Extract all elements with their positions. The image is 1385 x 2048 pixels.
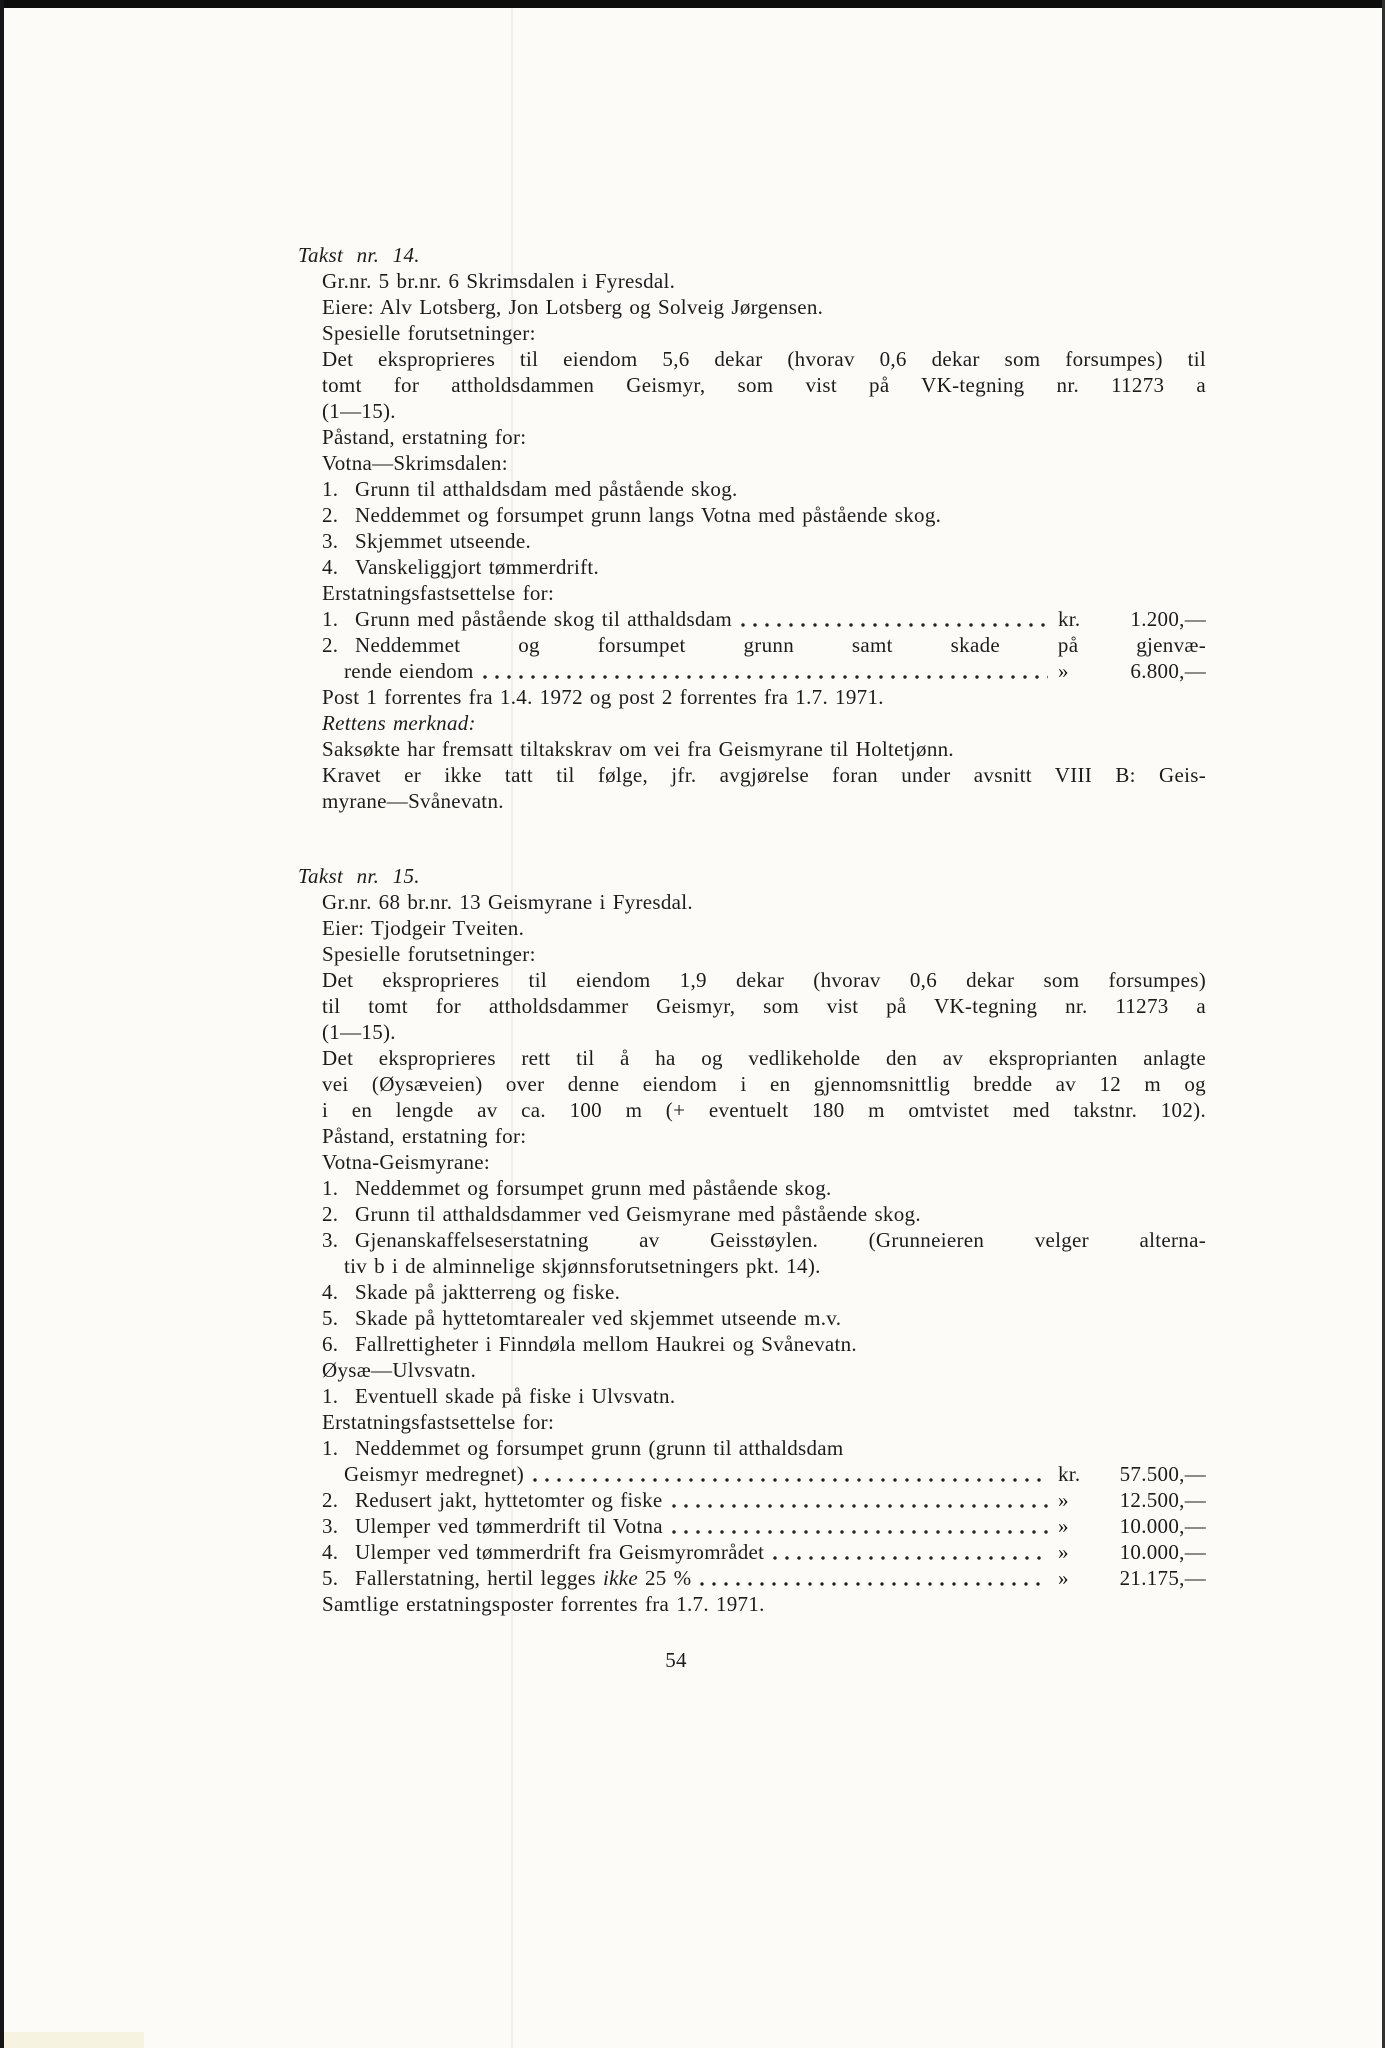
award-row [322,1513,1206,1539]
takst-15-section [298,863,1206,1617]
claim-text: Neddemmet og forsumpet grunn langs Votna med påstående skog. [355,503,942,527]
claim-area-line: Votna-Geismyrane: [322,1150,491,1174]
remark-line: myrane—Svånevatn. [322,789,504,813]
claim-number: 1. [322,1176,339,1200]
scan-blemish [4,2032,144,2048]
court-remark-heading: Rettens merknad: [322,711,476,735]
claim-number: 4. [322,1280,339,1304]
expropriation-line: til tomt for attholdsdammer Geismyr, som vist på VK-tegning nr. 11273 a [322,994,1206,1018]
scan-border-top [0,0,1385,8]
claim-item [322,1201,1206,1227]
conditions-label: Spesielle forutsetninger: [322,321,536,345]
award-text: Geismyr medregnet) [344,1462,525,1486]
claim-number: 1. [322,477,339,501]
amount-value: 57.500,— [1119,1462,1206,1486]
claim-number: 2. [322,503,339,527]
expropriation-line: tomt for attholdsdammen Geismyr, som vist på VK-tegning nr. 11273 a [322,373,1206,397]
claim-text: Fallrettigheter i Finndøla mellom Haukrei og Svånevatn. [355,1332,857,1356]
award-number: 1. [322,1436,339,1460]
claim-text: Gjenanskaffelseserstatning av Geisstøylen. (Grunneieren velger alterna- [355,1228,1206,1252]
claim-item [322,554,1206,580]
award-number: 1. [322,607,339,631]
claim-item [322,1227,1206,1253]
claim-text: Skade på hyttetomtarealer ved skjemmet utseende m.v. [355,1306,842,1330]
claim-number: 3. [322,1228,339,1252]
currency-label: kr. [1058,607,1081,631]
currency-label: » [1058,1566,1069,1590]
property-line: Gr.nr. 68 br.nr. 13 Geismyrane i Fyresdal. [322,890,693,914]
amount-value: 21.175,— [1119,1566,1206,1590]
award-text: rende eiendom [344,659,474,683]
award-number: 5. [322,1566,339,1590]
amount-value: 10.000,— [1119,1540,1206,1564]
expropriation-line: Det eksproprieres rett til å ha og vedlikeholde den av eksproprianten anlagte [322,1046,1206,1070]
interest-note: Samtlige erstatningsposter forrentes fra 1.7. 1971. [322,1592,765,1616]
award-text: 3. Ulemper ved tømmerdrift til Votna [322,1514,663,1538]
scan-border-left [0,0,4,2048]
dotted-leader [483,675,1048,679]
claim-text: Eventuell skade på fiske i Ulvsvatn. [355,1384,676,1408]
amount-value: 10.000,— [1119,1514,1206,1538]
award-text-wrap-line: 2. Neddemmet og forsumpet grunn samt skade på gjenvæ- [322,633,1206,657]
claim-number: 5. [322,1306,339,1330]
award-text-wrap-line: 1. Neddemmet og forsumpet grunn (grunn til atthaldsdam [322,1436,844,1460]
dotted-leader [773,1556,1048,1560]
amount-value: 6.800,— [1130,659,1206,683]
claim-text: Vanskeliggjort tømmerdrift. [355,555,600,579]
award-label: Erstatningsfastsettelse for: [322,581,555,605]
claim-item [322,1279,1206,1305]
award-text: 5. Fallerstatning, hertil legges ikke 25 % [322,1566,692,1590]
expropriation-line: (1—15). [322,1020,396,1044]
award-number: 2. [322,633,339,657]
owners-line: Eier: Tjodgeir Tveiten. [322,916,525,940]
award-text: 2. Redusert jakt, hyttetomter og fiske [322,1488,663,1512]
claim-text: Neddemmet og forsumpet grunn med påstående skog. [355,1176,832,1200]
interest-note: Post 1 forrentes fra 1.4. 1972 og post 2 forrentes fra 1.7. 1971. [322,685,884,709]
claim-number: 2. [322,1202,339,1226]
claim-text: Grunn til atthaldsdam med påstående skog. [355,477,738,501]
remark-line: Saksøkte har fremsatt tiltakskrav om vei fra Geismyrane til Holtetjønn. [322,737,954,761]
claim-number: 6. [322,1332,339,1356]
dotted-leader [741,623,1048,627]
dotted-leader [700,1582,1048,1586]
dotted-leader [672,1504,1048,1508]
property-line: Gr.nr. 5 br.nr. 6 Skrimsdalen i Fyresdal. [322,269,676,293]
expropriation-line: vei (Øysæveien) over denne eiendom i en gjennomsnittlig bredde av 12 m og [322,1072,1206,1096]
claim-text: Grunn til atthaldsdammer ved Geismyrane med påstående skog. [355,1202,921,1226]
claim-number: 3. [322,529,339,553]
currency-label: » [1058,1514,1069,1538]
currency-label: » [1058,659,1069,683]
award-row [322,1539,1206,1565]
claim-text: Skade på jaktterreng og fiske. [355,1280,621,1304]
currency-label: kr. [1058,1462,1081,1486]
award-number: 2. [322,1488,339,1512]
section-heading: Takst nr. 14. [298,243,420,267]
award-label: Erstatningsfastsettelse for: [322,1410,555,1434]
expropriation-line: Det eksproprieres til eiendom 5,6 dekar (hvorav 0,6 dekar som forsumpes) til [322,347,1206,371]
claim-item [322,1383,1206,1409]
award-row [322,606,1206,632]
remark-line: Kravet er ikke tatt til følge, jfr. avgjørelse foran under avsnitt VIII B: Geis- [322,763,1206,787]
amount-value: 12.500,— [1119,1488,1206,1512]
currency-label: » [1058,1488,1069,1512]
award-number: 3. [322,1514,339,1538]
expropriation-line: i en lengde av ca. 100 m (+ eventuelt 180 m omtvistet med takstnr. 102). [322,1098,1206,1122]
claim-area-line: Votna—Skrimsdalen: [322,451,508,475]
owners-line: Eiere: Alv Lotsberg, Jon Lotsberg og Solveig Jørgensen. [322,295,824,319]
claim-item [322,476,1206,502]
claim-item [322,528,1206,554]
dotted-leader [533,1478,1048,1482]
award-row [322,1487,1206,1513]
expropriation-line: Det eksproprieres til eiendom 1,9 dekar (hvorav 0,6 dekar som forsumpes) [322,968,1206,992]
claim-area-line: Øysæ—Ulvsvatn. [322,1358,477,1382]
award-row [322,1565,1206,1591]
page-number: 54 [665,1648,687,1672]
currency-label: » [1058,1540,1069,1564]
claim-text: Skjemmet utseende. [355,529,532,553]
claim-label: Påstand, erstatning for: [322,425,527,449]
claim-label: Påstand, erstatning for: [322,1124,527,1148]
award-row [322,1461,1206,1487]
claim-item [322,1175,1206,1201]
takst-14-section [298,242,1206,814]
dotted-leader [672,1530,1048,1534]
section-heading: Takst nr. 15. [298,864,420,888]
page-content [298,242,1206,1673]
claim-item [322,1331,1206,1357]
claim-item-continuation: tiv b i de alminnelige skjønnsforutsetningers pkt. 14). [344,1254,821,1278]
award-number: 4. [322,1540,339,1564]
award-text-italic: ikke [602,1566,638,1590]
award-text: 1. Grunn med påstående skog til atthaldsdam [322,607,733,631]
award-text: 4. Ulemper ved tømmerdrift fra Geismyrområdet [322,1540,765,1564]
conditions-label: Spesielle forutsetninger: [322,942,536,966]
claim-number: 1. [322,1384,339,1408]
claim-number: 4. [322,555,339,579]
claim-item [322,502,1206,528]
amount-value: 1.200,— [1130,607,1206,631]
claim-item [322,1305,1206,1331]
expropriation-line: (1—15). [322,399,396,423]
award-row [322,658,1206,684]
